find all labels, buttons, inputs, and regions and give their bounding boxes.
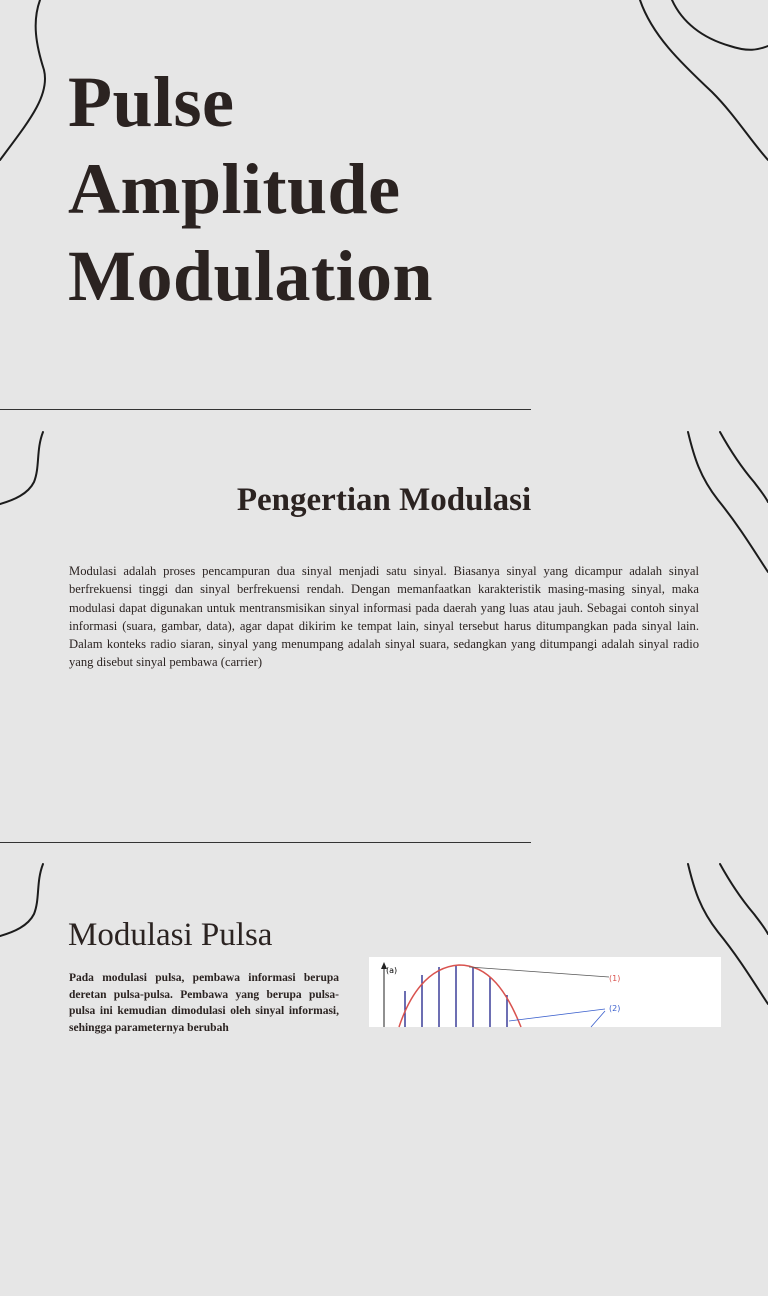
slide-definition: [0, 432, 768, 864]
callout-line-2: [509, 1009, 605, 1021]
deco-line-right-inner: [720, 864, 768, 934]
deco-line-left: [0, 0, 45, 160]
pam-diagram: [369, 957, 721, 1027]
body-paragraph: Pada modulasi pulsa, pembawa informasi berupa deretan pulsa-pulsa. Pembawa yang berupa pulsa-pulsa ini kemudian dimodulasi oleh sinyal informasi, sehingga parameternya berubah: [69, 972, 339, 1034]
deco-line-left: [0, 864, 43, 936]
title-line-2: Amplitude: [68, 149, 401, 229]
callout-line-2b: [591, 1011, 605, 1027]
callout-line-1: [469, 967, 609, 977]
body-paragraph: Modulasi adalah proses pencampuran dua sinyal menjadi satu sinyal. Biasanya sinyal yang dicampur adalah sinyal berfrekuensi tinggi dan sinyal berfrekuensi rendah. Dengan memanfaatkan karakteristik masing-masing sinyal, maka modulasi dapat digunakan untuk mentransmisikan sinyal informasi pada daerah yang luas atau jauh. Sebagai contoh sinyal informasi (suara, gambar, data), agar dapat dikirim ke tempat lain, sinyal tersebut harus ditumpangkan pada sinyal lain. Dalam konteks radio siaran, sinyal yang menumpang adalah sinyal suara, sedangkan yang ditumpangi adalah sinyal radio yang disebut sinyal pembawa (carrier): [69, 564, 699, 670]
sample-pulses: [405, 965, 507, 1027]
modulating-signal: [399, 965, 521, 1027]
callout-label-1: (1): [609, 974, 621, 983]
callout-label-2: (2): [609, 1004, 621, 1013]
axis-label: (a): [386, 966, 398, 975]
divider-line: [0, 409, 531, 410]
slide-pulse-modulation: [0, 864, 768, 1034]
divider-line: [0, 842, 531, 843]
title-line-1: Pulse: [68, 62, 235, 142]
section-heading: Pengertian Modulasi: [236, 482, 532, 518]
section-heading: Modulasi Pulsa: [68, 917, 273, 953]
title-line-3: Modulation: [68, 236, 434, 316]
deco-line-right-outer: [640, 0, 768, 160]
pam-figure: [369, 957, 721, 1027]
slide-title: [0, 0, 768, 432]
deco-line-right-inner: [672, 0, 768, 50]
